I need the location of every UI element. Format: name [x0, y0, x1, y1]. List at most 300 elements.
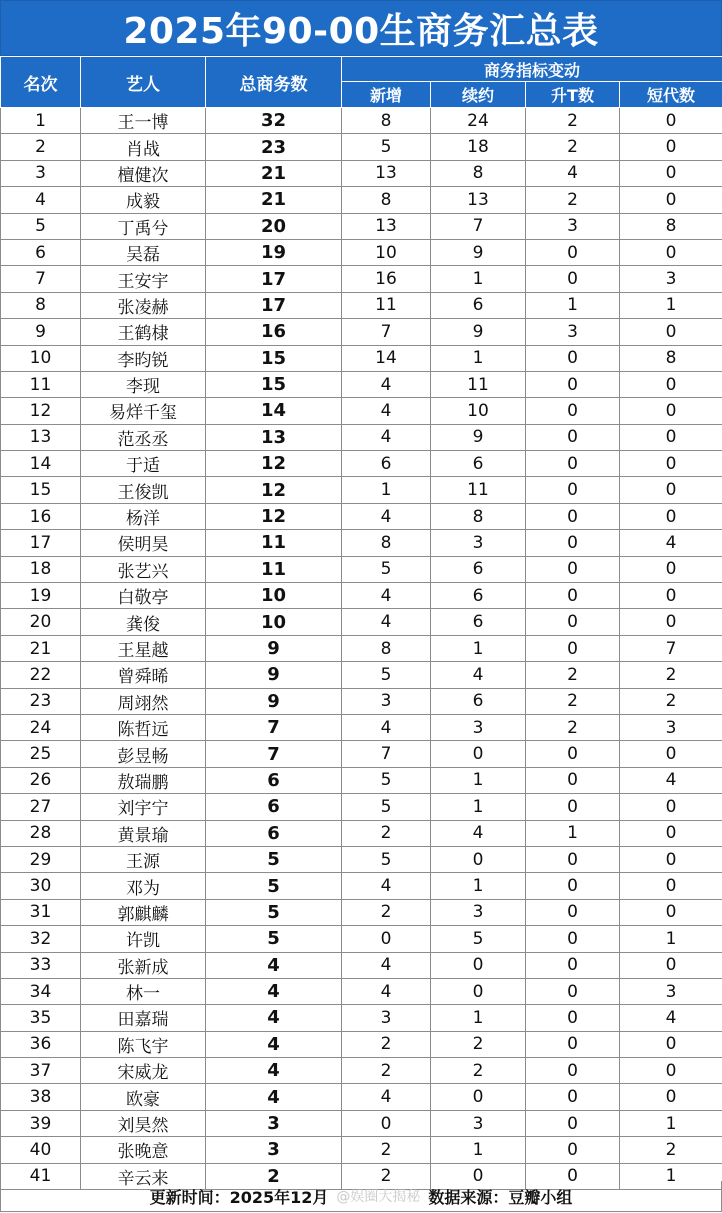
short-term-cell: 0: [620, 477, 722, 503]
footer: [0, 1181, 722, 1212]
table-row: [1, 714, 722, 740]
table-row: [1, 609, 722, 635]
renew-cell: 24: [431, 108, 526, 134]
short-term-cell: 7: [620, 635, 722, 661]
short-term-cell: 1: [620, 1110, 722, 1136]
renew-cell: 18: [431, 134, 526, 160]
new-cell: 3: [342, 1005, 431, 1031]
renew-cell: 1: [431, 767, 526, 793]
table-row: [1, 688, 722, 714]
upgrade-cell: 2: [526, 714, 620, 740]
table-row: [1, 583, 722, 609]
total-cell: 3: [206, 1137, 342, 1163]
renew-cell: 3: [431, 1110, 526, 1136]
new-cell: 5: [342, 662, 431, 688]
total-cell: 2: [206, 1163, 342, 1189]
renew-cell: 0: [431, 978, 526, 1004]
table-row: [1, 635, 722, 661]
short-term-cell: 1: [620, 292, 722, 318]
rank-cell: 35: [1, 1005, 81, 1031]
renew-cell: 6: [431, 292, 526, 318]
table-row: [1, 345, 722, 371]
upgrade-cell: 0: [526, 239, 620, 265]
renew-cell: 6: [431, 556, 526, 582]
total-cell: 12: [206, 477, 342, 503]
renew-cell: 6: [431, 688, 526, 714]
renew-cell: 6: [431, 609, 526, 635]
renew-cell: 8: [431, 503, 526, 529]
artist-cell: 彭昱畅: [81, 741, 206, 767]
short-term-cell: 0: [620, 187, 722, 213]
new-cell: 8: [342, 635, 431, 661]
new-cell: 8: [342, 108, 431, 134]
upgrade-cell: 0: [526, 609, 620, 635]
rank-cell: 38: [1, 1084, 81, 1110]
new-cell: 2: [342, 1137, 431, 1163]
short-term-cell: 1: [620, 926, 722, 952]
short-term-cell: 0: [620, 741, 722, 767]
upgrade-cell: 0: [526, 556, 620, 582]
header-total: 总商务数: [206, 57, 342, 108]
new-cell: 4: [342, 1084, 431, 1110]
rank-cell: 14: [1, 451, 81, 477]
short-term-cell: 0: [620, 873, 722, 899]
upgrade-cell: 0: [526, 1137, 620, 1163]
upgrade-cell: 0: [526, 345, 620, 371]
short-term-cell: 4: [620, 530, 722, 556]
renew-cell: 4: [431, 662, 526, 688]
renew-cell: 9: [431, 239, 526, 265]
rank-cell: 30: [1, 873, 81, 899]
rank-cell: 21: [1, 635, 81, 661]
upgrade-cell: 1: [526, 820, 620, 846]
sheet-title: 2025年90-00生商务汇总表: [0, 0, 722, 56]
rank-cell: 39: [1, 1110, 81, 1136]
renew-cell: 3: [431, 714, 526, 740]
rank-cell: 31: [1, 899, 81, 925]
new-cell: 13: [342, 160, 431, 186]
rank-cell: 16: [1, 503, 81, 529]
artist-cell: 郭麒麟: [81, 899, 206, 925]
upgrade-cell: 0: [526, 635, 620, 661]
table-row: [1, 1058, 722, 1084]
total-cell: 9: [206, 662, 342, 688]
renew-cell: 1: [431, 635, 526, 661]
artist-cell: 杨洋: [81, 503, 206, 529]
artist-cell: 欧豪: [81, 1084, 206, 1110]
new-cell: 2: [342, 1163, 431, 1189]
header-rank: 名次: [1, 57, 81, 108]
table-row: [1, 292, 722, 318]
artist-cell: 刘昊然: [81, 1110, 206, 1136]
table-row: [1, 477, 722, 503]
upgrade-cell: 0: [526, 767, 620, 793]
new-cell: 5: [342, 767, 431, 793]
update-time: 更新时间：2025年12月: [149, 1187, 329, 1207]
renew-cell: 4: [431, 820, 526, 846]
upgrade-cell: 0: [526, 741, 620, 767]
total-cell: 6: [206, 767, 342, 793]
artist-cell: 林一: [81, 978, 206, 1004]
total-cell: 16: [206, 319, 342, 345]
upgrade-cell: 2: [526, 108, 620, 134]
rank-cell: 24: [1, 714, 81, 740]
new-cell: 2: [342, 899, 431, 925]
total-cell: 17: [206, 292, 342, 318]
artist-cell: 宋威龙: [81, 1058, 206, 1084]
table-row: [1, 662, 722, 688]
table-row: [1, 952, 722, 978]
table-row: [1, 1005, 722, 1031]
table-row: [1, 899, 722, 925]
artist-cell: 陈飞宇: [81, 1031, 206, 1057]
renew-cell: 8: [431, 160, 526, 186]
new-cell: 2: [342, 1031, 431, 1057]
artist-cell: 王源: [81, 846, 206, 872]
total-cell: 17: [206, 266, 342, 292]
upgrade-cell: 0: [526, 477, 620, 503]
rank-cell: 20: [1, 609, 81, 635]
rank-cell: 9: [1, 319, 81, 345]
upgrade-cell: 0: [526, 926, 620, 952]
artist-cell: 成毅: [81, 187, 206, 213]
renew-cell: 0: [431, 1163, 526, 1189]
total-cell: 5: [206, 846, 342, 872]
artist-cell: 李现: [81, 371, 206, 397]
rank-cell: 3: [1, 160, 81, 186]
short-term-cell: 0: [620, 398, 722, 424]
rank-cell: 28: [1, 820, 81, 846]
table-row: [1, 160, 722, 186]
total-cell: 6: [206, 794, 342, 820]
upgrade-cell: 0: [526, 398, 620, 424]
new-cell: 0: [342, 926, 431, 952]
rank-cell: 7: [1, 266, 81, 292]
rank-cell: 17: [1, 530, 81, 556]
upgrade-cell: 0: [526, 503, 620, 529]
header-renew: 续约: [431, 82, 526, 108]
table-row: [1, 1137, 722, 1163]
rank-cell: 37: [1, 1058, 81, 1084]
short-term-cell: 2: [620, 688, 722, 714]
upgrade-cell: 0: [526, 451, 620, 477]
total-cell: 9: [206, 635, 342, 661]
new-cell: 4: [342, 952, 431, 978]
total-cell: 11: [206, 556, 342, 582]
rank-cell: 41: [1, 1163, 81, 1189]
upgrade-cell: 0: [526, 873, 620, 899]
total-cell: 6: [206, 820, 342, 846]
artist-cell: 易烊千玺: [81, 398, 206, 424]
new-cell: 4: [342, 398, 431, 424]
artist-cell: 肖战: [81, 134, 206, 160]
total-cell: 5: [206, 926, 342, 952]
table-row: [1, 926, 722, 952]
short-term-cell: 3: [620, 266, 722, 292]
artist-cell: 李昀锐: [81, 345, 206, 371]
upgrade-cell: 4: [526, 160, 620, 186]
table-row: [1, 134, 722, 160]
table-row: [1, 266, 722, 292]
short-term-cell: 8: [620, 345, 722, 371]
new-cell: 4: [342, 503, 431, 529]
header-upgrade: 升T数: [526, 82, 620, 108]
new-cell: 7: [342, 741, 431, 767]
new-cell: 5: [342, 794, 431, 820]
upgrade-cell: 2: [526, 187, 620, 213]
artist-cell: 周翊然: [81, 688, 206, 714]
total-cell: 23: [206, 134, 342, 160]
short-term-cell: 3: [620, 714, 722, 740]
table-row: [1, 741, 722, 767]
artist-cell: 檀健次: [81, 160, 206, 186]
short-term-cell: 0: [620, 820, 722, 846]
rank-cell: 4: [1, 187, 81, 213]
short-term-cell: 0: [620, 899, 722, 925]
upgrade-cell: 0: [526, 1163, 620, 1189]
artist-cell: 吴磊: [81, 239, 206, 265]
artist-cell: 侯明昊: [81, 530, 206, 556]
upgrade-cell: 0: [526, 266, 620, 292]
upgrade-cell: 2: [526, 134, 620, 160]
upgrade-cell: 0: [526, 1058, 620, 1084]
artist-cell: 张晚意: [81, 1137, 206, 1163]
new-cell: 5: [342, 134, 431, 160]
commerce-table: [0, 56, 722, 1190]
upgrade-cell: 2: [526, 688, 620, 714]
total-cell: 19: [206, 239, 342, 265]
artist-cell: 邓为: [81, 873, 206, 899]
total-cell: 10: [206, 609, 342, 635]
upgrade-cell: 0: [526, 846, 620, 872]
total-cell: 7: [206, 714, 342, 740]
rank-cell: 12: [1, 398, 81, 424]
table-row: [1, 794, 722, 820]
new-cell: 7: [342, 319, 431, 345]
header-new: 新增: [342, 82, 431, 108]
new-cell: 3: [342, 688, 431, 714]
renew-cell: 1: [431, 1005, 526, 1031]
artist-cell: 敖瑞鹏: [81, 767, 206, 793]
renew-cell: 0: [431, 952, 526, 978]
table-row: [1, 1031, 722, 1057]
renew-cell: 10: [431, 398, 526, 424]
new-cell: 5: [342, 846, 431, 872]
new-cell: 4: [342, 714, 431, 740]
header-short-term: 短代数: [620, 82, 722, 108]
total-cell: 21: [206, 160, 342, 186]
total-cell: 15: [206, 371, 342, 397]
rank-cell: 13: [1, 424, 81, 450]
total-cell: 13: [206, 424, 342, 450]
renew-cell: 1: [431, 266, 526, 292]
artist-cell: 范丞丞: [81, 424, 206, 450]
artist-cell: 龚俊: [81, 609, 206, 635]
upgrade-cell: 0: [526, 794, 620, 820]
artist-cell: 张凌赫: [81, 292, 206, 318]
renew-cell: 2: [431, 1031, 526, 1057]
table-row: [1, 820, 722, 846]
upgrade-cell: 0: [526, 1031, 620, 1057]
table-row: [1, 846, 722, 872]
new-cell: 0: [342, 1110, 431, 1136]
artist-cell: 丁禹兮: [81, 213, 206, 239]
rank-cell: 8: [1, 292, 81, 318]
artist-cell: 王一博: [81, 108, 206, 134]
short-term-cell: 0: [620, 609, 722, 635]
rank-cell: 15: [1, 477, 81, 503]
renew-cell: 7: [431, 213, 526, 239]
total-cell: 10: [206, 583, 342, 609]
total-cell: 4: [206, 1084, 342, 1110]
short-term-cell: 0: [620, 371, 722, 397]
renew-cell: 0: [431, 741, 526, 767]
short-term-cell: 0: [620, 503, 722, 529]
renew-cell: 5: [431, 926, 526, 952]
artist-cell: 王鹤棣: [81, 319, 206, 345]
short-term-cell: 0: [620, 160, 722, 186]
new-cell: 4: [342, 609, 431, 635]
short-term-cell: 8: [620, 213, 722, 239]
artist-cell: 辛云来: [81, 1163, 206, 1189]
table-body: [1, 108, 722, 1190]
new-cell: 8: [342, 187, 431, 213]
upgrade-cell: 0: [526, 1110, 620, 1136]
table-row: [1, 767, 722, 793]
rank-cell: 40: [1, 1137, 81, 1163]
rank-cell: 18: [1, 556, 81, 582]
total-cell: 5: [206, 899, 342, 925]
upgrade-cell: 1: [526, 292, 620, 318]
renew-cell: 3: [431, 530, 526, 556]
short-term-cell: 0: [620, 1031, 722, 1057]
upgrade-cell: 0: [526, 952, 620, 978]
short-term-cell: 3: [620, 978, 722, 1004]
upgrade-cell: 0: [526, 530, 620, 556]
renew-cell: 11: [431, 477, 526, 503]
table-row: [1, 1084, 722, 1110]
artist-cell: 田嘉瑞: [81, 1005, 206, 1031]
new-cell: 4: [342, 371, 431, 397]
table-row: [1, 319, 722, 345]
total-cell: 11: [206, 530, 342, 556]
renew-cell: 1: [431, 345, 526, 371]
upgrade-cell: 0: [526, 424, 620, 450]
new-cell: 13: [342, 213, 431, 239]
short-term-cell: 2: [620, 1137, 722, 1163]
renew-cell: 9: [431, 319, 526, 345]
rank-cell: 10: [1, 345, 81, 371]
table-row: [1, 108, 722, 134]
new-cell: 10: [342, 239, 431, 265]
renew-cell: 0: [431, 846, 526, 872]
artist-cell: 黄景瑜: [81, 820, 206, 846]
short-term-cell: 4: [620, 1005, 722, 1031]
table-row: [1, 451, 722, 477]
table-row: [1, 503, 722, 529]
new-cell: 2: [342, 1058, 431, 1084]
rank-cell: 5: [1, 213, 81, 239]
short-term-cell: 0: [620, 134, 722, 160]
total-cell: 32: [206, 108, 342, 134]
renew-cell: 1: [431, 1137, 526, 1163]
watermark: @娱圈大揭秘: [336, 1189, 421, 1205]
total-cell: 5: [206, 873, 342, 899]
rank-cell: 32: [1, 926, 81, 952]
renew-cell: 1: [431, 873, 526, 899]
short-term-cell: 0: [620, 583, 722, 609]
total-cell: 4: [206, 978, 342, 1004]
rank-cell: 34: [1, 978, 81, 1004]
total-cell: 4: [206, 952, 342, 978]
total-cell: 4: [206, 1005, 342, 1031]
table-row: [1, 530, 722, 556]
rank-cell: 27: [1, 794, 81, 820]
short-term-cell: 0: [620, 1058, 722, 1084]
new-cell: 2: [342, 820, 431, 846]
short-term-cell: 0: [620, 239, 722, 265]
artist-cell: 张新成: [81, 952, 206, 978]
artist-cell: 王俊凯: [81, 477, 206, 503]
upgrade-cell: 0: [526, 899, 620, 925]
renew-cell: 11: [431, 371, 526, 397]
short-term-cell: 0: [620, 108, 722, 134]
new-cell: 8: [342, 530, 431, 556]
renew-cell: 13: [431, 187, 526, 213]
short-term-cell: 0: [620, 556, 722, 582]
new-cell: 5: [342, 556, 431, 582]
artist-cell: 陈哲远: [81, 714, 206, 740]
renew-cell: 3: [431, 899, 526, 925]
artist-cell: 于适: [81, 451, 206, 477]
new-cell: 4: [342, 583, 431, 609]
rank-cell: 6: [1, 239, 81, 265]
total-cell: 4: [206, 1031, 342, 1057]
new-cell: 4: [342, 873, 431, 899]
table-row: [1, 978, 722, 1004]
new-cell: 14: [342, 345, 431, 371]
short-term-cell: 0: [620, 952, 722, 978]
artist-cell: 王安宇: [81, 266, 206, 292]
rank-cell: 26: [1, 767, 81, 793]
upgrade-cell: 0: [526, 1005, 620, 1031]
rank-cell: 22: [1, 662, 81, 688]
new-cell: 16: [342, 266, 431, 292]
table-row: [1, 398, 722, 424]
data-source: 数据来源：豆瓣小组: [428, 1187, 573, 1207]
new-cell: 1: [342, 477, 431, 503]
renew-cell: 6: [431, 583, 526, 609]
rank-cell: 23: [1, 688, 81, 714]
short-term-cell: 2: [620, 662, 722, 688]
renew-cell: 2: [431, 1058, 526, 1084]
total-cell: 21: [206, 187, 342, 213]
artist-cell: 曾舜晞: [81, 662, 206, 688]
new-cell: 4: [342, 424, 431, 450]
renew-cell: 9: [431, 424, 526, 450]
artist-cell: 张艺兴: [81, 556, 206, 582]
table-row: [1, 213, 722, 239]
short-term-cell: 0: [620, 451, 722, 477]
rank-cell: 36: [1, 1031, 81, 1057]
table-row: [1, 424, 722, 450]
upgrade-cell: 3: [526, 319, 620, 345]
artist-cell: 刘宇宁: [81, 794, 206, 820]
short-term-cell: 4: [620, 767, 722, 793]
table-row: [1, 1110, 722, 1136]
table-row: [1, 873, 722, 899]
renew-cell: 0: [431, 1084, 526, 1110]
